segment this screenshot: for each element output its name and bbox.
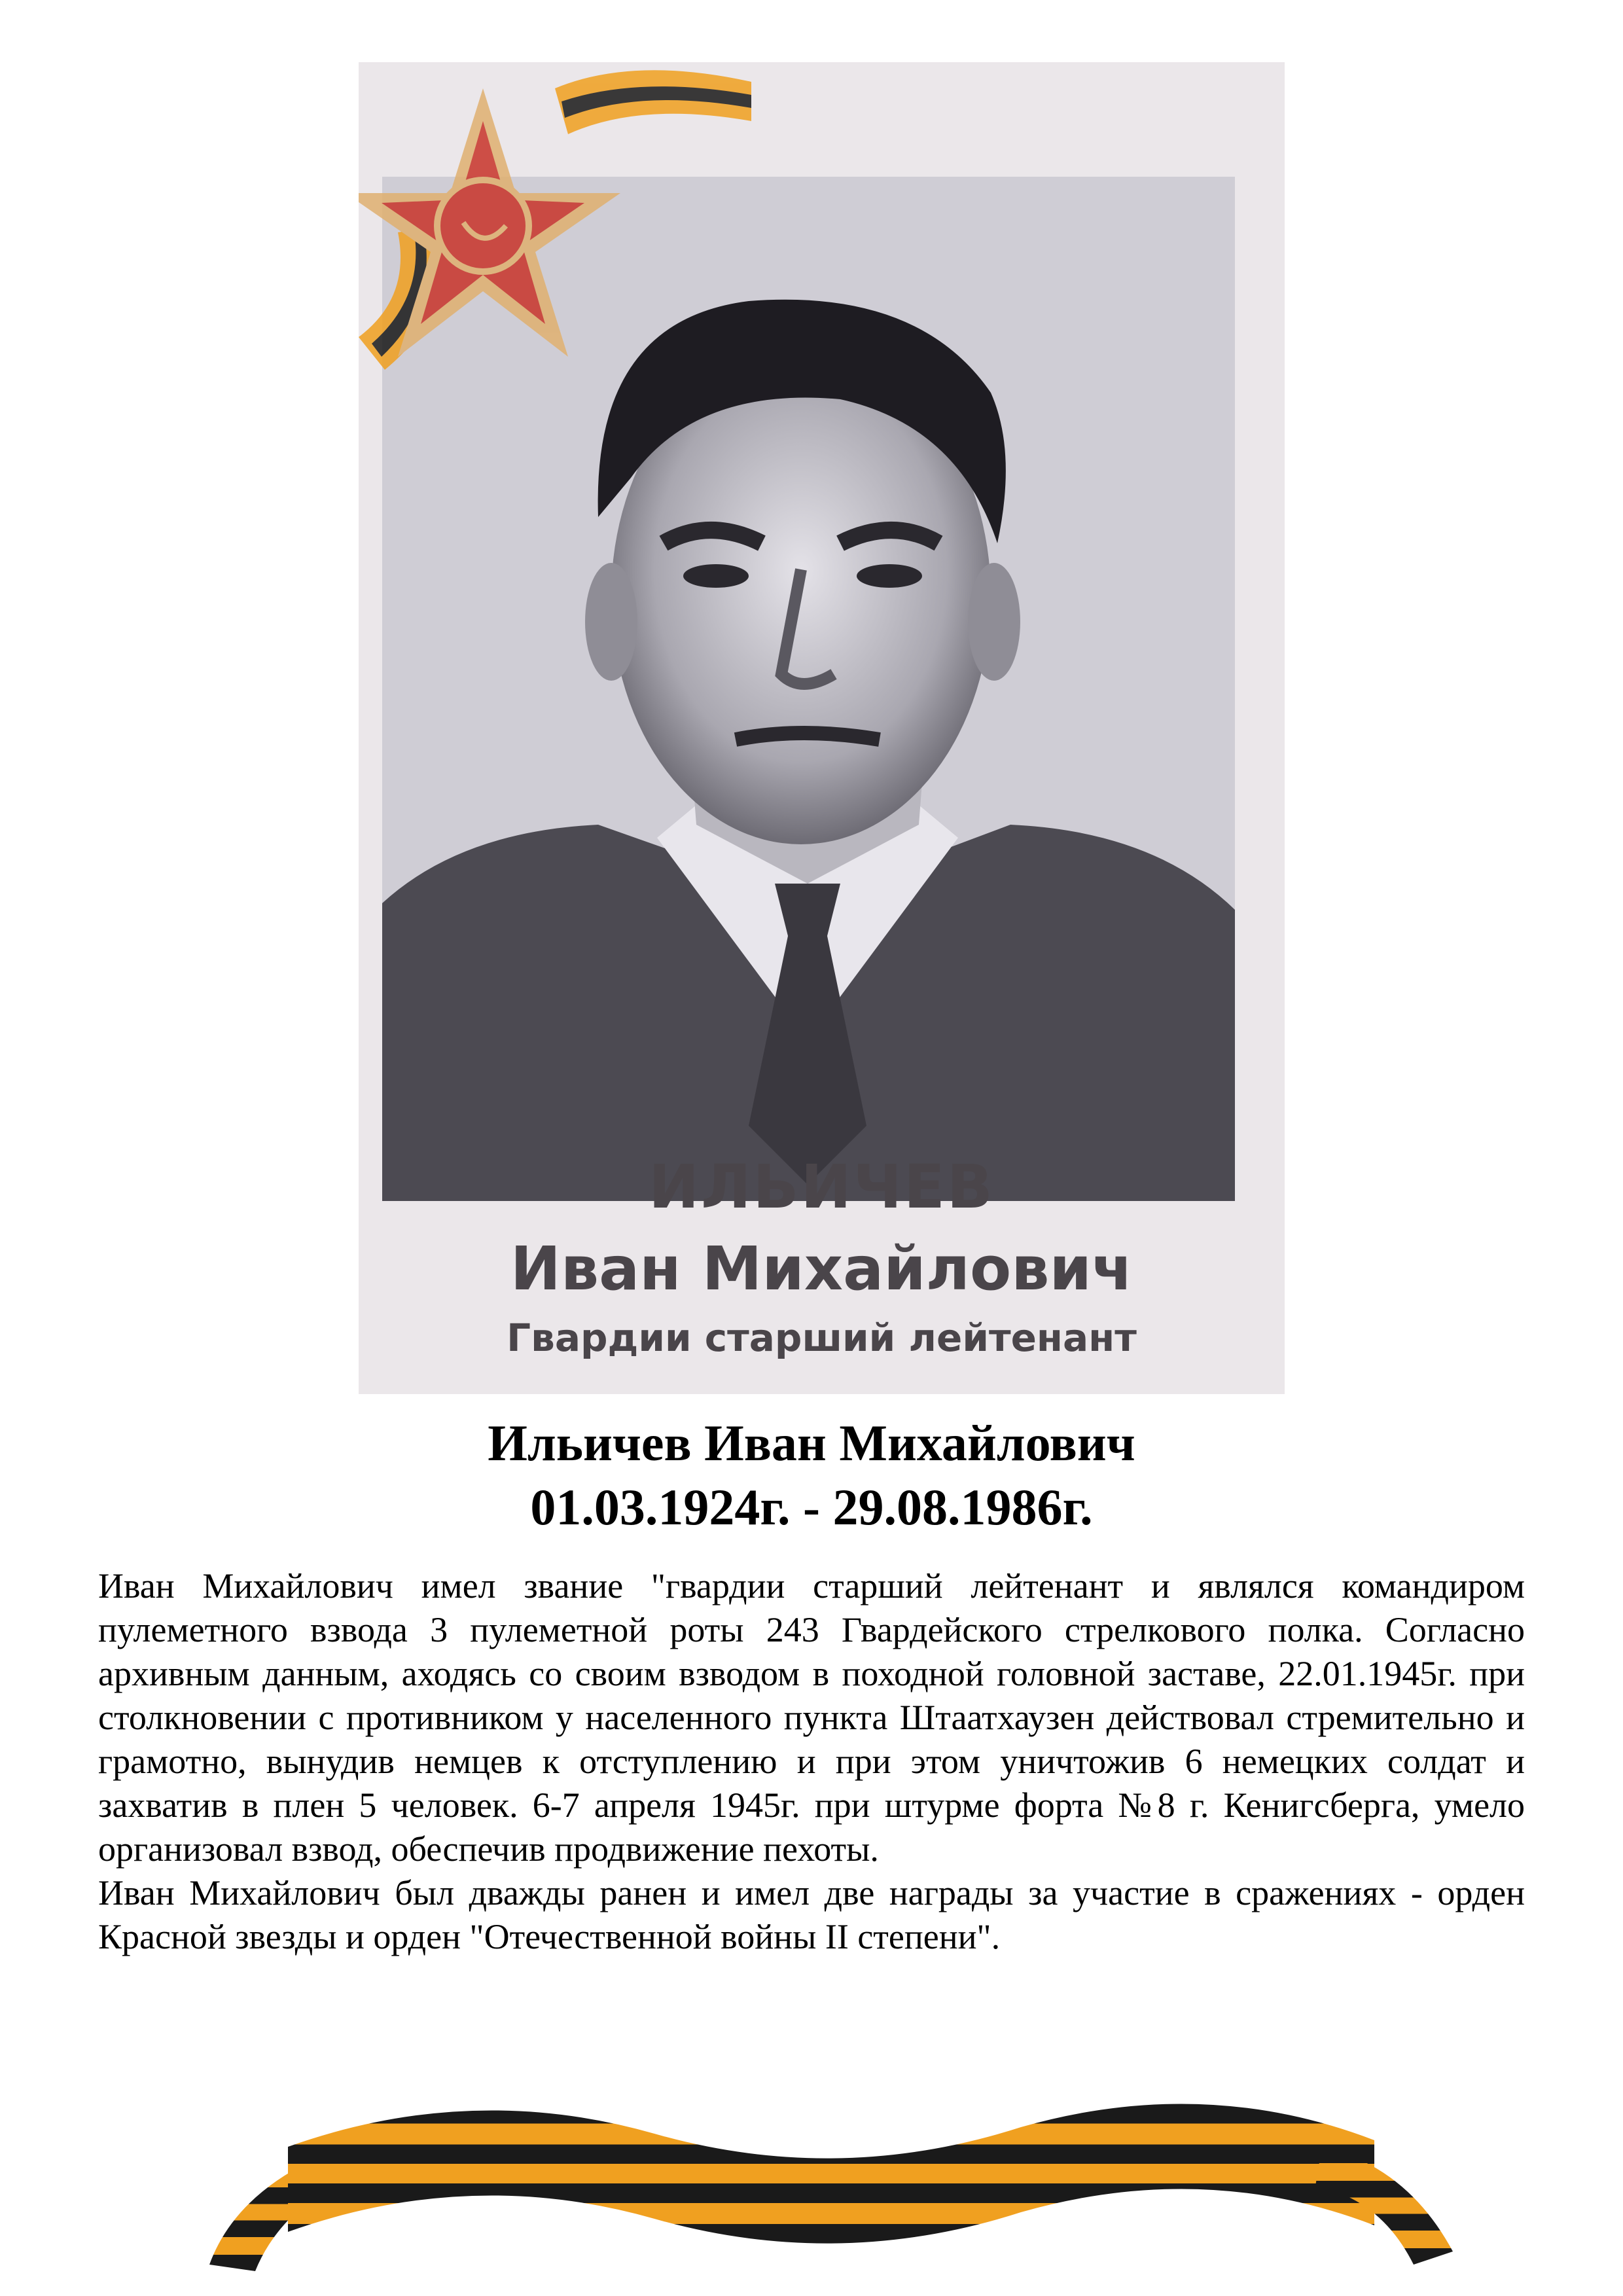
- caption-surname: ИЛЬИЧЕВ: [649, 1152, 995, 1222]
- heading-dates: 01.03.1924г. - 29.08.1986г.: [530, 1479, 1093, 1535]
- caption-rank: Гвардии старший лейтенант: [507, 1316, 1137, 1360]
- heading-name: Ильичев Иван Михайлович: [488, 1414, 1135, 1471]
- portrait-card: [359, 62, 1285, 1394]
- st-george-ribbon-icon: [209, 2055, 1453, 2278]
- bio-paragraph-2: Иван Михайлович был дважды ранен и имел две награды за участие в сражениях - орден Красной звезды и орден "Отечественной войны II степени".: [98, 1873, 1525, 1956]
- caption-name: Иван Михайлович: [510, 1234, 1133, 1304]
- bio-paragraph-1: Иван Михайлович имел звание "гвардии старший лейтенант и являлся командиром пулеметного взвода 3 пулеметной роты 243 Гвардейского стрелкового полка. Согласно архивным данным, аходясь со своим взводом в походной головной заставе, 22.01.1945г. при столкновении с противником у населенного пункта Штаатхаузен действовал стремительно и грамотно, вынудив немцев к отступлению и при этом уничтожив 6 немецких солдат и захватив в плен 5 человек. 6-7 апреля 1945г. при штурме форта №8 г. Кенигсберга, умело организовал взвод, обеспечив продвижение пехоты.: [98, 1566, 1525, 1869]
- order-patriotic-war-icon: [359, 62, 764, 429]
- biography-text: [98, 1564, 1525, 1959]
